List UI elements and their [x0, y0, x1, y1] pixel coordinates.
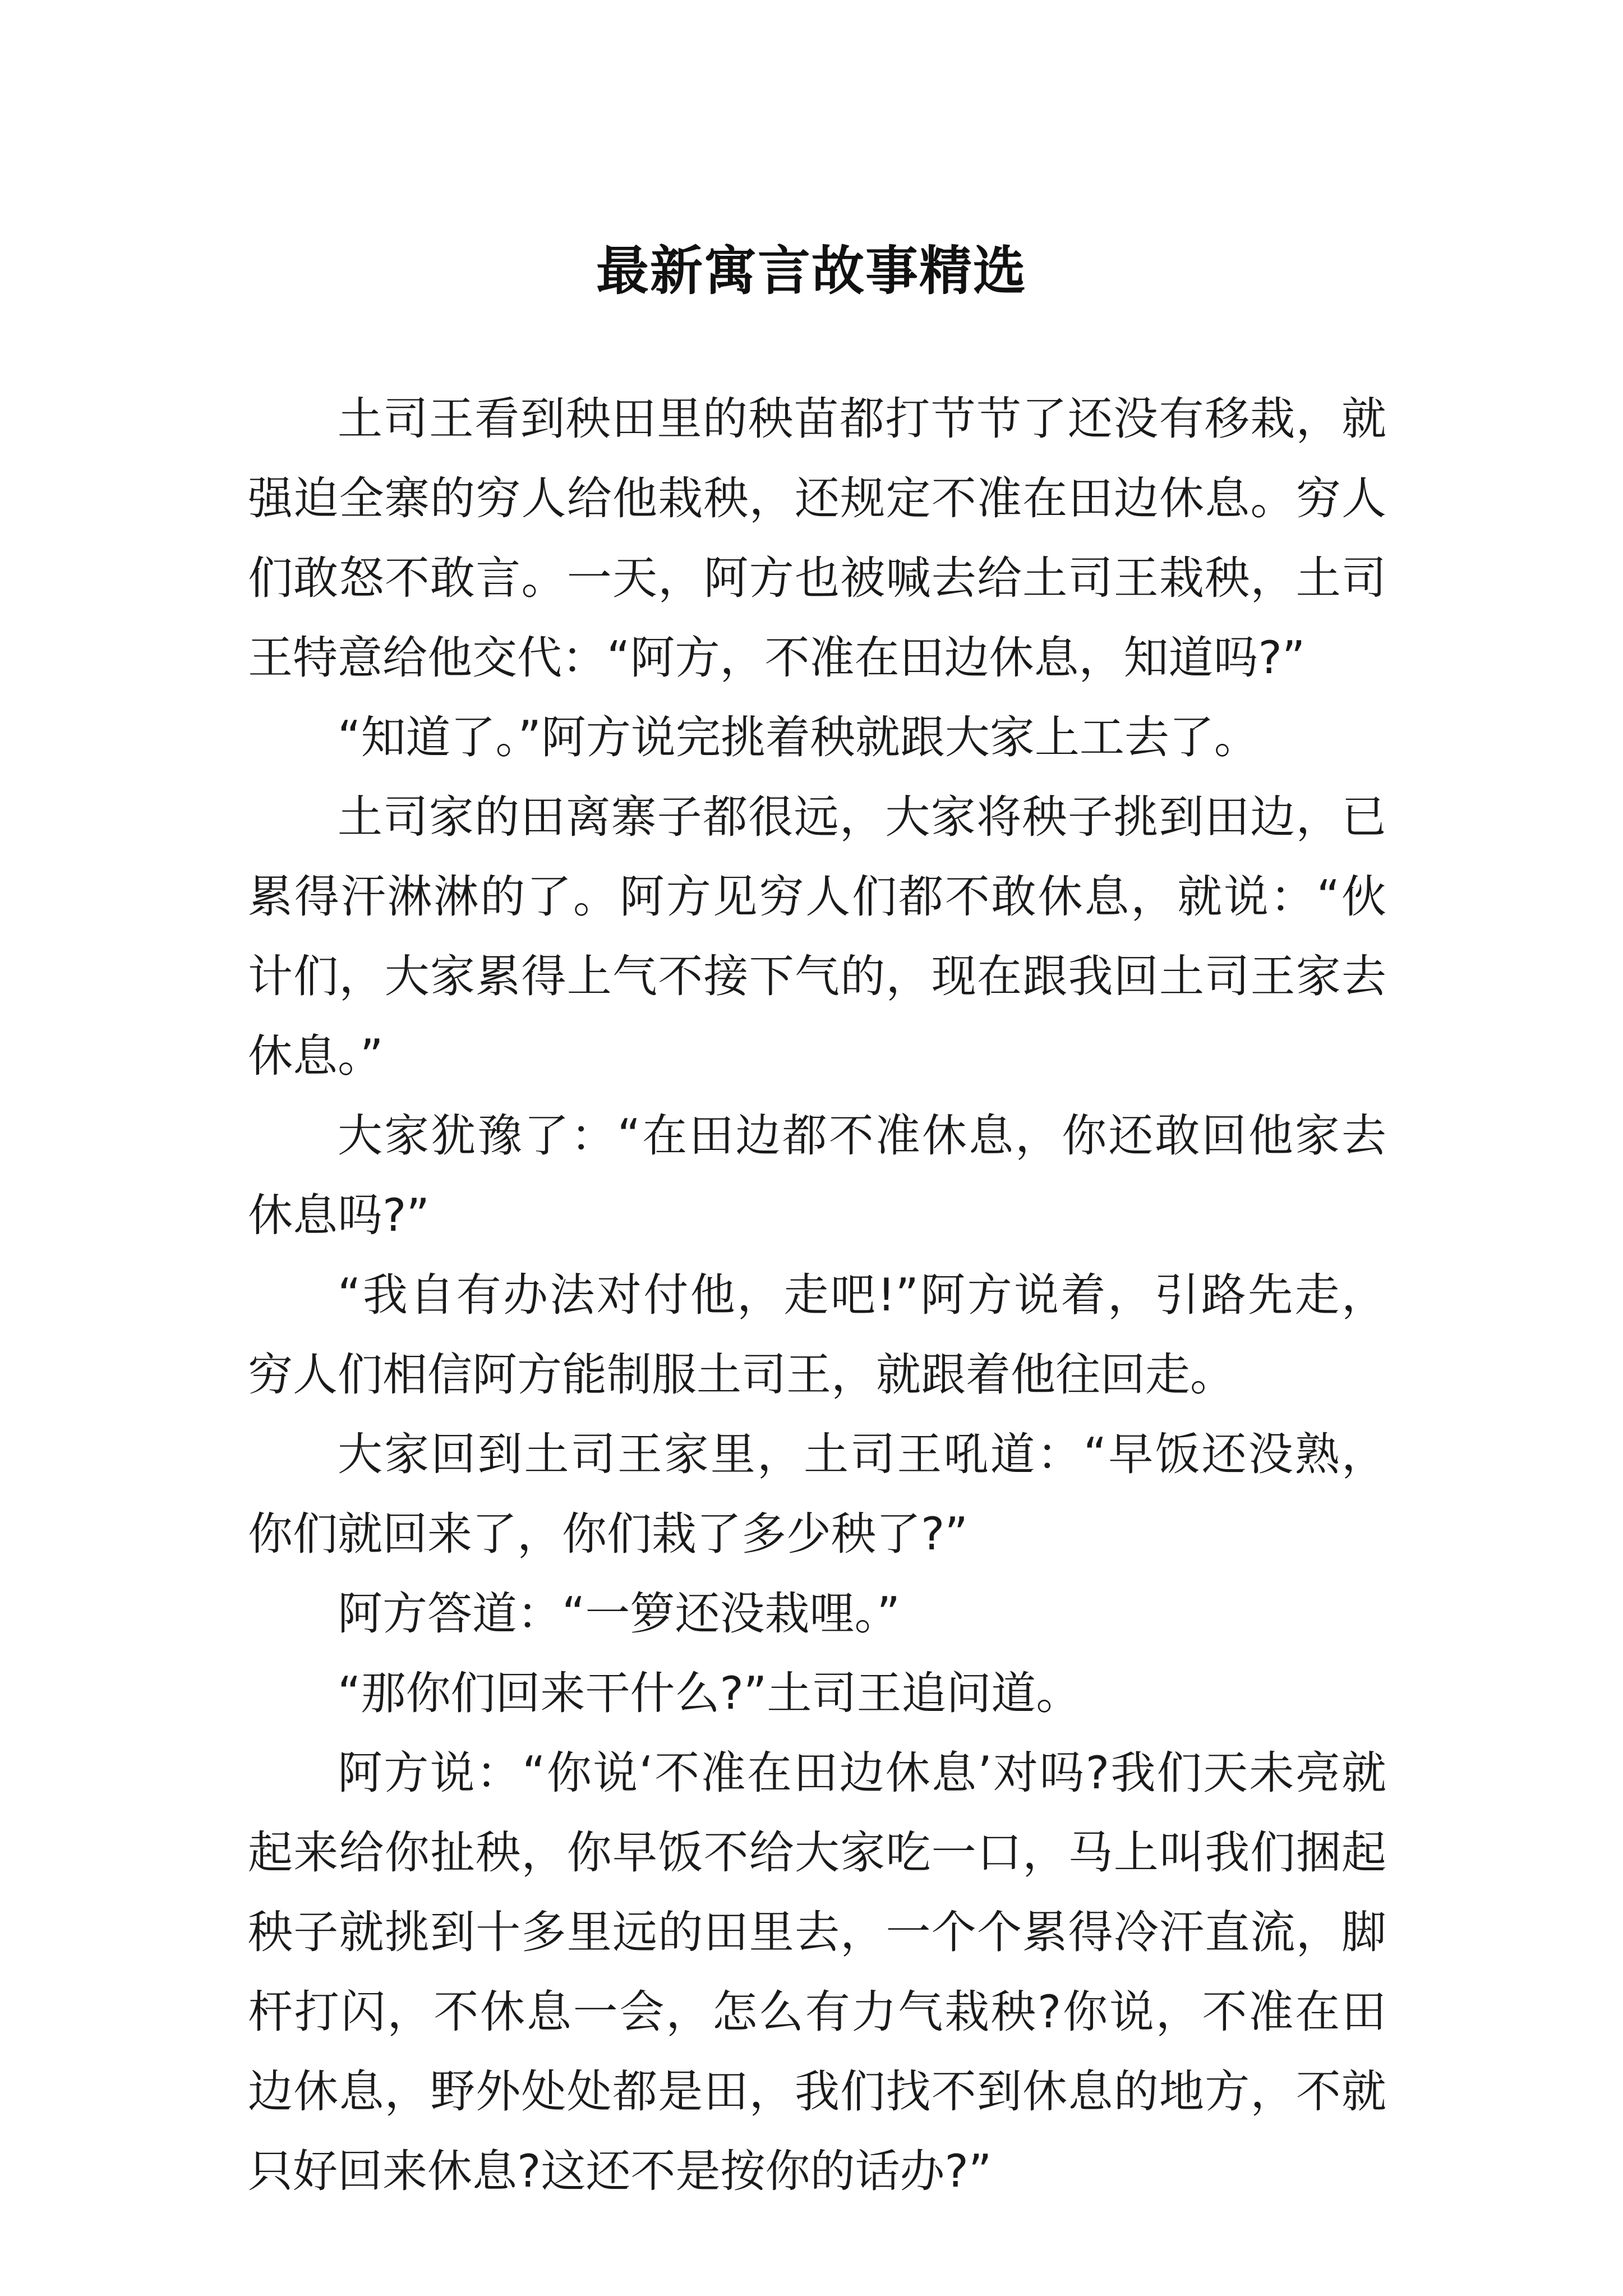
paragraph-3: 土司家的田离寨子都很远，大家将秧子挑到田边，已累得汗淋淋的了。阿方见穷人们都不敢休息，就说：“伙计们，大家累得上气不接下气的，现在跟我回土司王家去休息。”	[248, 791, 1386, 1082]
paragraph-9: 阿方说：“你说‘不准在田边休息’对吗?我们天未亮就起来给你扯秧，你早饭不给大家吃一口，马上叫我们捆起秧子就挑到十多里远的田里去，一个个累得冷汗直流，脚杆打闪，不休息一会，怎么有力气栽秧?你说，不准在田边休息，野外处处都是田，我们找不到休息的地方，不就只好回来休息?这还不是按你的话办?”	[248, 1747, 1386, 2197]
paragraph-1: 土司王看到秧田里的秧苗都打节节了还没有移栽，就强迫全寨的穷人给他栽秧，还规定不准在田边休息。穷人们敢怒不敢言。一天，阿方也被喊去给土司王栽秧，土司王特意给他交代：“阿方，不准在田边休息，知道吗?”	[248, 393, 1386, 684]
document-body	[248, 379, 1386, 2211]
paragraph-2: “知道了。”阿方说完挑着秧就跟大家上工去了。	[338, 711, 1259, 763]
paragraph-8: “那你们回来干什么?”土司王追问道。	[338, 1667, 1081, 1719]
paragraph-6: 大家回到土司王家里，土司王吼道：“早饭还没熟，你们就回来了，你们栽了多少秧了?”	[248, 1428, 1386, 1560]
paragraph-5: “我自有办法对付他，走吧!”阿方说着，引路先走，穷人们相信阿方能制服土司王，就跟着他往回走。	[248, 1269, 1386, 1401]
document-title: 最新寓言故事精选	[596, 240, 1027, 302]
paragraph-4: 大家犹豫了：“在田边都不准休息，你还敢回他家去休息吗?”	[248, 1110, 1386, 1241]
paragraph-7: 阿方答道：“一箩还没栽哩。”	[338, 1588, 900, 1640]
